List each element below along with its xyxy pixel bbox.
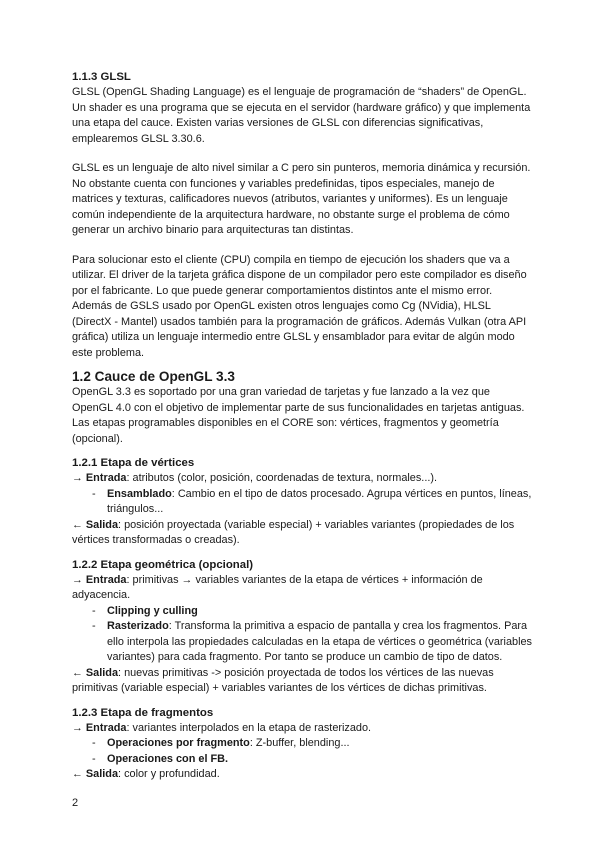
heading-fragment-stage: 1.2.3 Etapa de fragmentos: [72, 706, 214, 719]
bullet-dash: -: [92, 752, 96, 765]
paragraph-glsl-intro: GLSL (OpenGL Shading Language) es el lenguaje de programación de “shaders” de OpenGL. Un shader es una programa que se ejecuta en el servidor (hardware gráfico) y que implementa una etapa del cauce. Existen varias versiones de GLSL con diferencias significativas, emplearemos GLSL 3.30.6.: [72, 86, 531, 145]
input-label: Entrada: [85, 573, 127, 586]
bullet-text: : Z-buffer, blending...: [249, 737, 350, 749]
input-arrow: →: [72, 573, 83, 586]
input-text: : variantes interpolados en la etapa de rasterizado.: [126, 721, 372, 734]
vertex-stage-output: [72, 518, 532, 549]
output-label: Salida: [85, 666, 119, 679]
list-item: [72, 604, 532, 620]
geometry-stage-output: [72, 666, 532, 697]
output-text: : posición proyectada (variable especial) + variables variantes (propiedades de los vértices transformadas o creadas).: [72, 518, 515, 546]
bullet-label: Operaciones por fragmento: [107, 737, 250, 749]
output-arrow: ←: [72, 768, 83, 780]
list-item: [72, 736, 532, 752]
bullet-label: Clipping y culling: [107, 604, 198, 617]
bullet-dash: -: [92, 620, 96, 632]
output-label: Salida: [85, 518, 119, 531]
fragment-stage-input: [72, 721, 532, 737]
list-item: [72, 487, 532, 518]
output-arrow: ←: [72, 518, 83, 531]
list-item: [72, 619, 532, 666]
heading-opengl-pipeline: 1.2 Cauce de OpenGL 3.3: [72, 369, 235, 384]
geometry-stage-input: [72, 573, 532, 604]
output-text: : color y profundidad.: [118, 768, 220, 780]
input-arrow: →: [72, 721, 83, 734]
fragment-stage-output: [72, 767, 532, 783]
vertex-stage-input: [72, 471, 532, 487]
bullet-label: Ensamblado: [107, 487, 172, 500]
bullet-dash: -: [92, 737, 96, 749]
document-page: [72, 70, 532, 783]
output-arrow: ←: [72, 666, 83, 679]
input-label: Entrada: [85, 721, 127, 734]
bullet-label: Operaciones con el FB.: [107, 752, 229, 765]
input-arrow: →: [72, 472, 83, 484]
paragraph-opengl-pipeline: OpenGL 3.3 es soportado por una gran variedad de tarjetas y fue lanzado a la vez que OpenGL 4.0 con el objetivo de implementar parte de sus funcionalidades en tarjetas antiguas. Las etapas programables disponibles en el CORE son: vértices, fragmentos y geometría (opcional).: [72, 386, 525, 445]
input-text: : primitivas → variables variantes de la etapa de vértices + información de adyacencia.: [72, 573, 483, 601]
paragraph-glsl-compilation: Para solucionar esto el cliente (CPU) compila en tiempo de ejecución los shaders que va a utilizar. El driver de la tarjeta gráfica dispone de un compilador pero este compilador es diseño por el fabricante. Lo que puede generar comportamientos distintos ante el mismo error. Además de GSLS usado por OpenGL existen otros lenguajes como Cg (NVidia), HLSL (DirectX - Mantel) usados también para la programación de gráficos. Además Vulkan (otra API gráfica) utiliza un lenguaje intermedio entre GLSL y ensamblador para evitar de algún modo este problema.: [72, 253, 527, 359]
bullet-text: : Transforma la primitiva a espacio de pantalla y crea los fragmentos. Para ello interpola las propiedades calculadas en la etapa de vértices o geométrica (variables variantes) para cada fragmento. Por tanto se produce un cambio de tipo de datos.: [107, 620, 532, 663]
heading-geometry-stage: 1.2.2 Etapa geométrica (opcional): [72, 558, 254, 571]
paragraph-glsl-features: GLSL es un lenguaje de alto nivel similar a C pero sin punteros, memoria dinámica y recursión. No obstante cuenta con funciones y variables predefinidas, tipos especiales, manejo de matrices y texturas, calificadores nuevos (atributos, variantes y uniformes). Es un lenguaje común independiente de la arquitectura hardware, no obstante surge el problema de cómo generar un archivo binario para arquitecturas tan distintas.: [72, 162, 531, 236]
bullet-text: : Cambio en el tipo de datos procesado. Agrupa vértices en puntos, líneas, triángulos...: [107, 487, 532, 515]
heading-glsl: 1.1.3 GLSL: [72, 71, 131, 83]
bullet-label: Rasterizado: [107, 620, 169, 632]
input-label: Entrada: [85, 472, 127, 484]
bullet-dash: -: [92, 487, 96, 500]
input-text: : atributos (color, posición, coordenadas de textura, normales...).: [126, 472, 438, 484]
bullet-dash: -: [92, 604, 96, 617]
output-text: : nuevas primitivas -> posición proyectada de todos los vértices de las nuevas primitivas (variable especial) + variables variantes de los vértices de dichas primitivas.: [72, 666, 494, 694]
page-number: 2: [72, 797, 79, 809]
heading-vertex-stage: 1.2.1 Etapa de vértices: [72, 457, 195, 469]
list-item: [72, 752, 532, 768]
output-label: Salida: [85, 768, 119, 780]
